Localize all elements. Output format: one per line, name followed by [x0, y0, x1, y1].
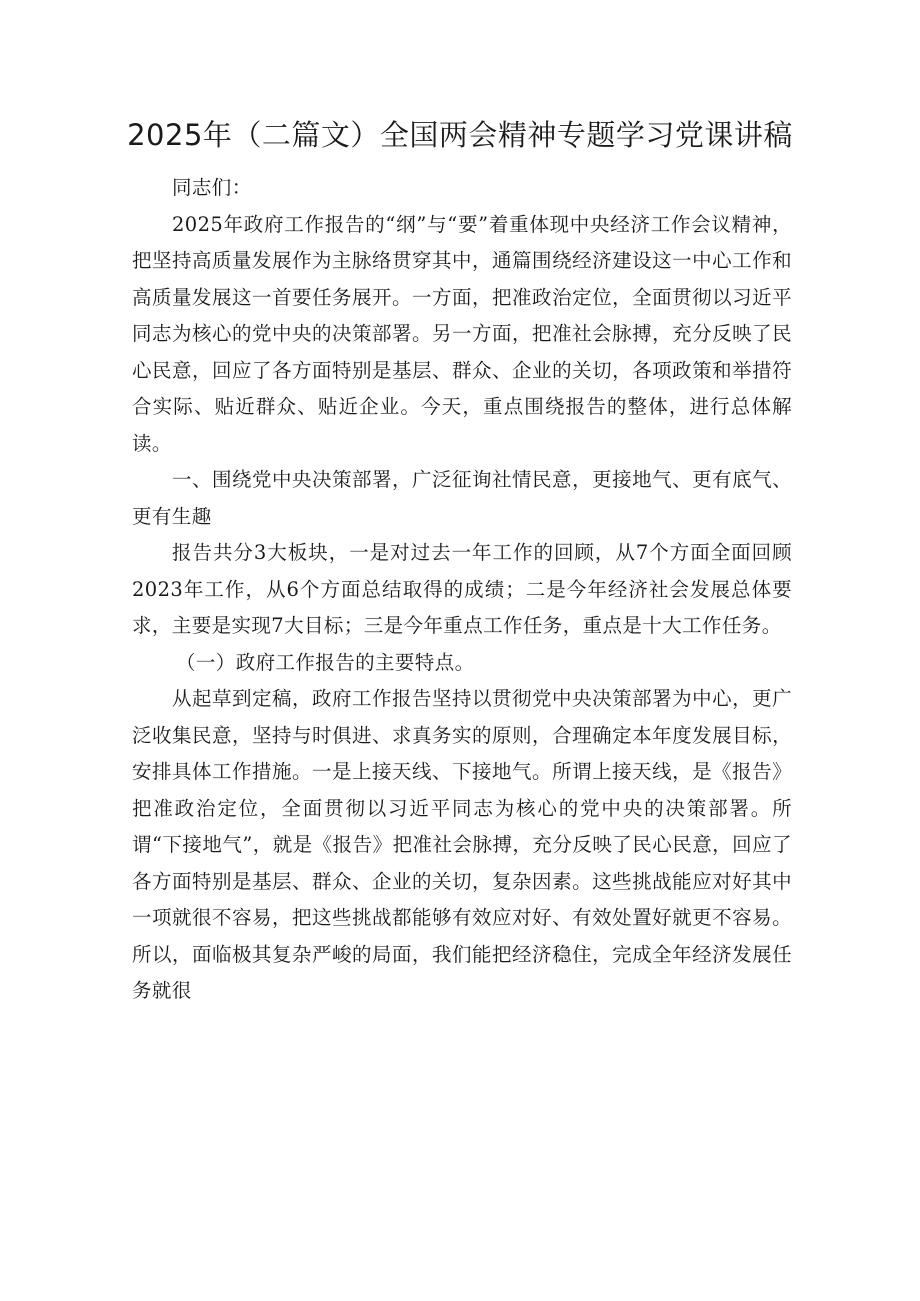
document-title: 2025年（二篇文）全国两会精神专题学习党课讲稿	[127, 118, 793, 152]
document-body	[132, 170, 792, 1010]
features-paragraph: 从起草到定稿，政府工作报告坚持以贯彻党中央决策部署为中心，更广泛收集民意，坚持与时俱进、求真务实的原则，合理确定本年度发展目标，安排具体工作措施。一是上接天线、下接地气。所谓上接天线，是《报告》把准政治定位，全面贯彻以习近平同志为核心的党中央的决策部署。所谓“下接地气”，就是《报告》把准社会脉搏，充分反映了民心民意，回应了各方面特别是基层、群众、企业的关切，复杂因素。这些挑战能应对好其中一项就很不容易，把这些挑战都能够有效应对好、有效处置好就更不容易。所以，面临极其复杂严峻的局面，我们能把经济稳住，完成全年经济发展任务就很	[132, 687, 792, 1002]
intro-paragraph: 2025年政府工作报告的“纲”与“要”着重体现中央经济工作会议精神，把坚持高质量发展作为主脉络贯穿其中，通篇围绕经济建设这一中心工作和高质量发展这一首要任务展开。一方面，把准政治定位，全面贯彻以习近平同志为核心的党中央的决策部署。另一方面，把准社会脉搏，充分反映了民心民意，回应了各方面特别是基层、群众、企业的关切，各项政策和举措符合实际、贴近群众、贴近企业。今天，重点围绕报告的整体，进行总体解读。	[132, 212, 792, 455]
section-heading-1: 一、围绕党中央决策部署，广泛征询社情民意，更接地气、更有底气、更有生趣	[132, 468, 792, 528]
report-overview-paragraph: 报告共分3大板块，一是对过去一年工作的回顾，从7个方面全面回顾2023年工作，从6个方面总结取得的成绩；二是今年经济社会发展总体要求，主要是实现7大目标；三是今年重点工作任务，重点是十大工作任务。	[132, 541, 792, 637]
subsection-heading-1: （一）政府工作报告的主要特点。	[176, 650, 475, 674]
greeting-paragraph: 同志们：	[172, 176, 252, 199]
